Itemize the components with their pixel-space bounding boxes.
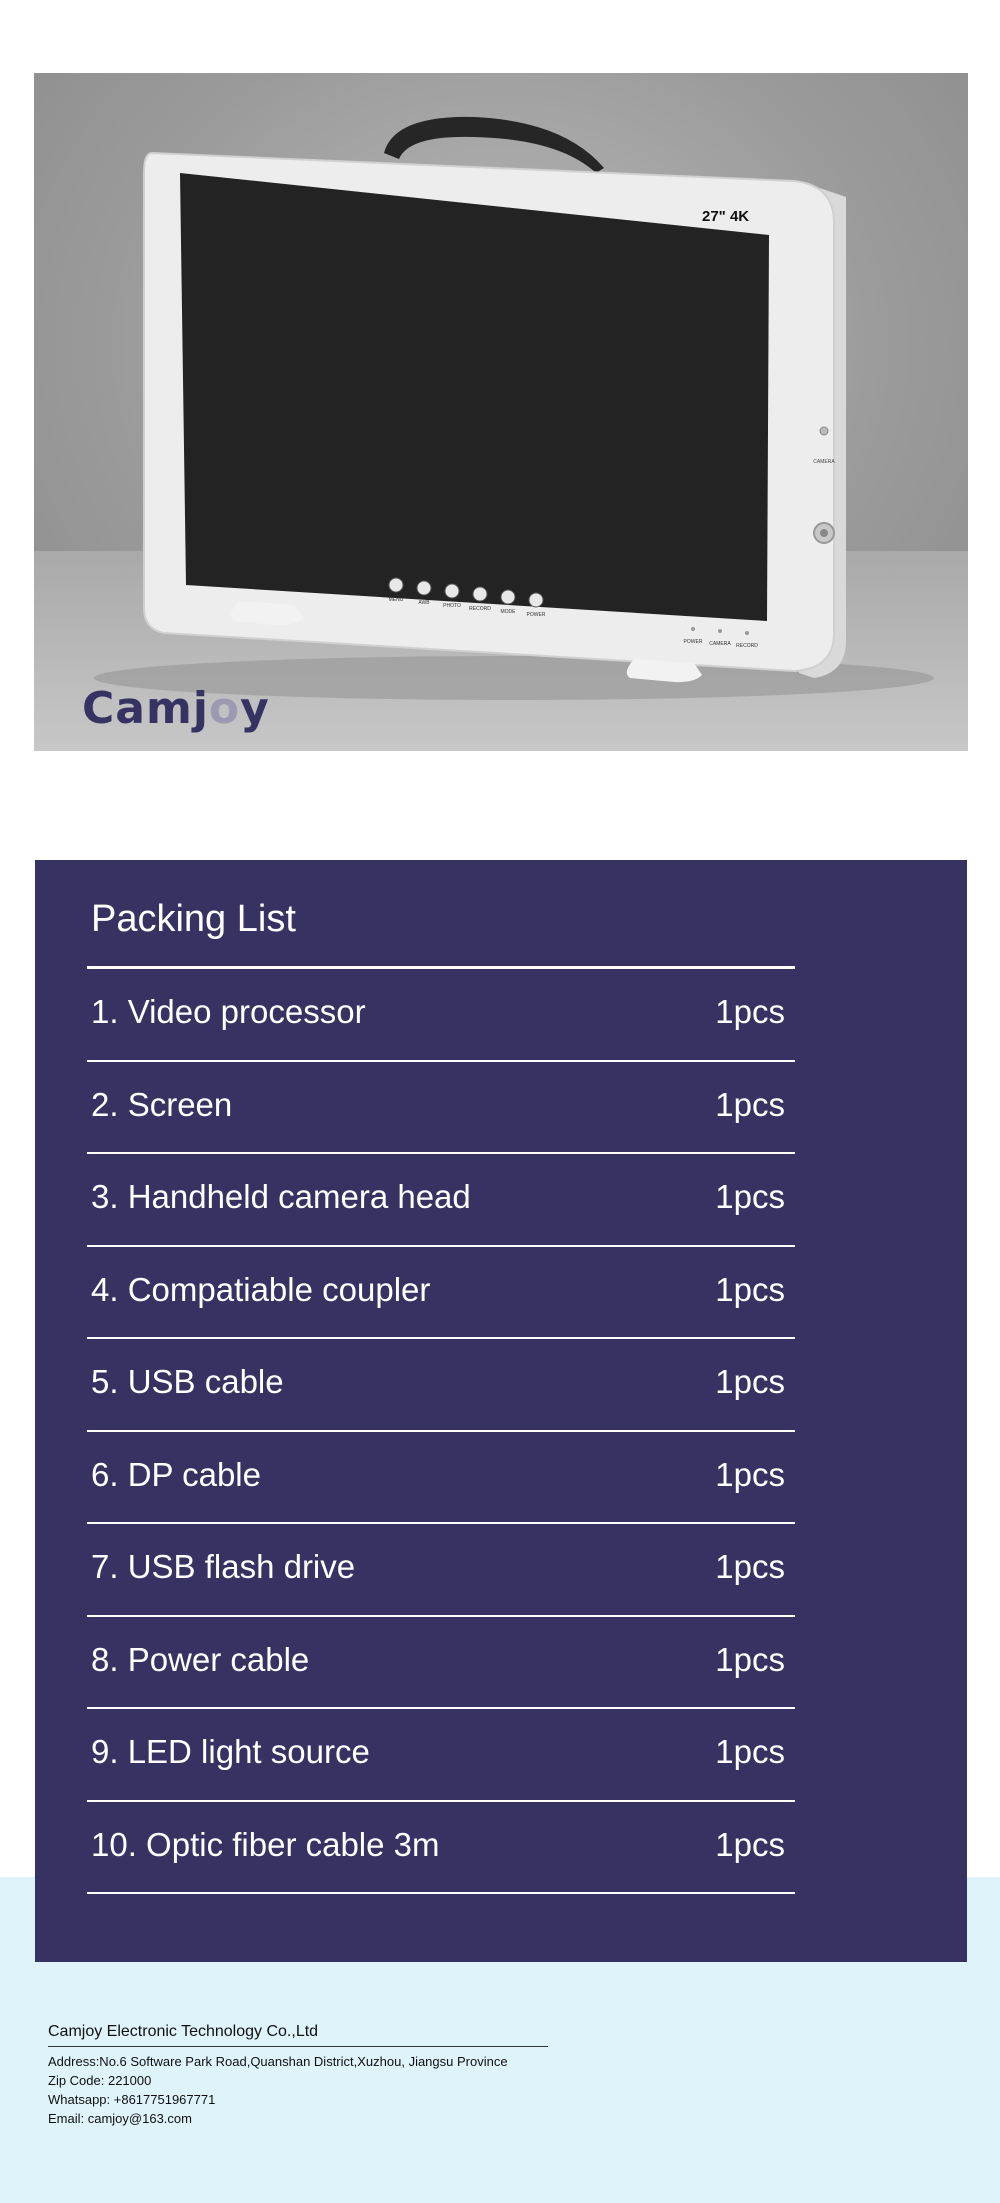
list-item [87,1524,795,1617]
list-item [87,1802,795,1895]
list-item [87,969,795,1062]
brand-logo [82,683,270,734]
button-label-record: RECORD [469,606,491,612]
item-quantity: 1pcs [715,1178,785,1215]
company-info [48,2022,548,2128]
item-quantity: 1pcs [715,993,785,1030]
company-zip: Zip Code: 221000 [48,2073,152,2088]
item-name: 10. Optic fiber cable 3m [91,1825,440,1863]
list-item [87,1432,795,1525]
indicator-label-power: POWER [683,639,703,645]
list-item [87,1617,795,1710]
item-name: 6. DP cable [91,1455,261,1493]
item-quantity: 1pcs [715,1270,785,1308]
company-email: Email: camjoy@163.com [48,2111,192,2126]
item-quantity: 1pcs [715,1455,785,1493]
brand-logo-suffix: y [240,683,270,734]
item-name: 9. LED light source [91,1733,370,1770]
button-label-awb: AWB [418,600,430,606]
button-label-photo: PHOTO [443,603,461,609]
indicator-label-camera: CAMERA [709,641,731,647]
list-item [87,1709,795,1802]
list-item [87,1339,795,1432]
indicator-label-record: RECORD [736,643,758,649]
item-quantity: 1pcs [715,1548,785,1585]
item-quantity: 1pcs [715,1363,785,1400]
brand-logo-lens: o [208,683,241,734]
list-item [87,1062,795,1155]
brand-logo-prefix: Camj [82,683,209,734]
item-name: 1. Video processor [91,993,366,1030]
item-name: 7. USB flash drive [91,1548,356,1585]
button-label-mode: MODE [500,609,516,615]
company-name: Camjoy Electronic Technology Co.,Ltd [48,2022,548,2047]
item-name: 8. Power cable [91,1640,310,1678]
item-name: 4. Compatiable coupler [91,1270,431,1308]
item-name: 5. USB cable [91,1363,284,1400]
company-address: Address:No.6 Software Park Road,Quanshan District,Xuzhou, Jiangsu Province [48,2054,508,2069]
item-quantity: 1pcs [715,1825,785,1863]
monitor-screen [180,173,769,621]
item-quantity: 1pcs [715,1640,785,1678]
packing-items [87,969,795,1894]
item-name: 2. Screen [91,1085,233,1123]
company-whatsapp: Whatsapp: +8617751967771 [48,2092,216,2107]
item-quantity: 1pcs [715,1085,785,1123]
side-label: CAMERA [813,459,835,465]
list-item [87,1247,795,1340]
button-label-power: POWER [526,612,546,618]
item-quantity: 1pcs [715,1733,785,1770]
list-item [87,1154,795,1247]
packing-list-title: Packing List [91,898,296,940]
monitor-illustration [34,73,968,751]
product-photo [34,73,968,751]
item-name: 3. Handheld camera head [91,1178,471,1215]
screen-size-label: 27" 4K [702,208,750,225]
packing-list-panel [35,860,967,1962]
button-label-menu: MENU [388,597,404,603]
